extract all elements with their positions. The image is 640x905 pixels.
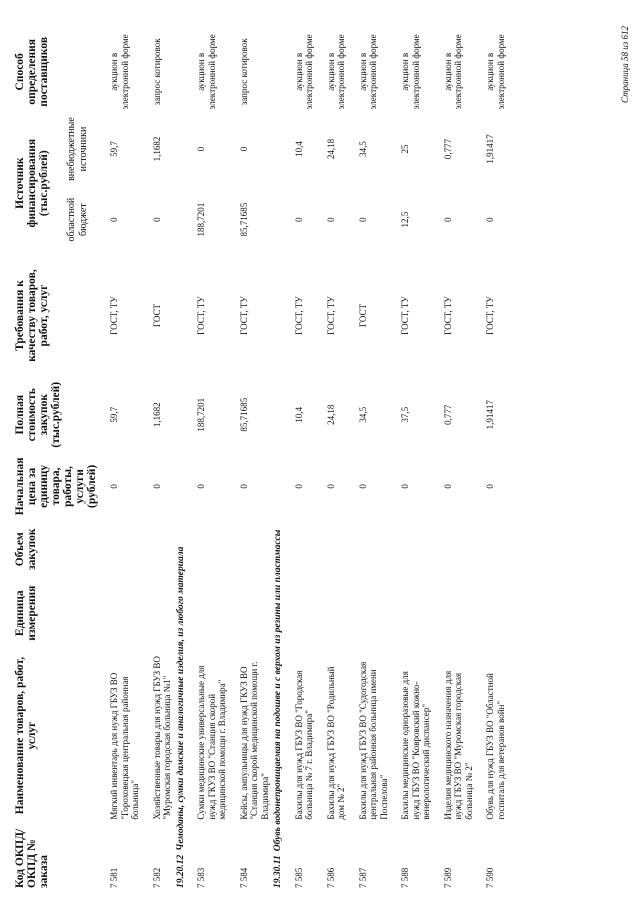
row-number: 7 584 bbox=[238, 867, 249, 888]
row-number: 7 585 bbox=[293, 867, 304, 888]
item-method: запрос котировок bbox=[151, 38, 162, 106]
row-number: 7 582 bbox=[151, 867, 162, 888]
item-volume bbox=[349, 521, 392, 578]
item-unit bbox=[285, 578, 317, 649]
item-price: 0 bbox=[109, 484, 119, 489]
table-row bbox=[143, 31, 175, 891]
item-method: запрос котировок bbox=[238, 38, 249, 106]
item-budget: 85,71685 bbox=[238, 202, 249, 237]
item-budget: 0 bbox=[293, 217, 304, 222]
table-row bbox=[434, 31, 477, 891]
item-extra: 0 bbox=[196, 146, 206, 152]
item-volume bbox=[434, 521, 477, 578]
item-method: аукцион в электронной форме bbox=[109, 34, 130, 110]
row-number: 7 588 bbox=[400, 867, 410, 888]
row-number: 7 589 bbox=[442, 867, 453, 888]
section-title: Чемоданы, сумки дамские и аналогичные изделия, из любого материала bbox=[175, 546, 186, 851]
item-volume bbox=[187, 521, 230, 578]
item-budget: 12,5 bbox=[400, 211, 410, 228]
item-price: 0 bbox=[151, 484, 162, 489]
item-extra: 25 bbox=[400, 144, 410, 154]
item-unit bbox=[317, 578, 349, 649]
table-row bbox=[285, 31, 317, 891]
table-row bbox=[230, 31, 273, 891]
item-extra: 10,4 bbox=[293, 141, 304, 157]
item-method: аукцион в электронной форме bbox=[400, 34, 421, 110]
item-budget: 0 bbox=[357, 217, 368, 222]
header-price: Начальная цена за единицу товара, работы, услуги (рублей) bbox=[14, 457, 98, 516]
section-title: Обувь водонепроницаемая на подошве и с верхом из резины или пластмассы bbox=[273, 529, 283, 852]
item-requirements: ГОСТ bbox=[357, 303, 368, 328]
section-code: 19.20.12 bbox=[175, 854, 186, 888]
item-price: 0 bbox=[293, 484, 304, 489]
table-row bbox=[349, 31, 392, 891]
item-extra: 59,7 bbox=[109, 141, 119, 157]
header-requirements: Требования к качеству товаров, работ, услуг bbox=[14, 269, 50, 362]
item-name: Кейсы, ампульницы для нужд ГКУЗ ВО "Станция скорой медицинской помощи г. Владимира" bbox=[238, 661, 270, 820]
item-name: Мягкий инвентарь для нужд ГБУЗ ВО "Гороховецкая центральная районная больница" bbox=[109, 672, 140, 820]
item-name: Изделия медицинского назначения для нужд ГБУЗ ВО "Муромская городская больница № 2" bbox=[442, 670, 474, 820]
header-volume: Объем закупок bbox=[14, 528, 38, 571]
item-extra: 0,777 bbox=[442, 138, 453, 160]
header-unit: Единица измерения bbox=[14, 585, 38, 641]
item-extra: 24,18 bbox=[325, 138, 336, 160]
item-name: Бахилы для нужд ГБУЗ ВО "Судогодская центральная районная больница имени Поспелова" bbox=[357, 661, 389, 820]
item-unit bbox=[434, 578, 477, 649]
header-name: Наименование товаров, работ, услуг bbox=[14, 656, 38, 815]
section-row bbox=[272, 31, 285, 891]
item-budget: 0 bbox=[325, 217, 336, 222]
item-price: 0 bbox=[238, 484, 249, 489]
item-unit bbox=[100, 578, 143, 649]
item-name: Бахилы для нужд ГБУЗ ВО "Родильный дом № 2" bbox=[325, 666, 346, 820]
item-budget: 0 bbox=[109, 217, 119, 222]
item-name: Хозяйственные товары для нужд ГБУЗ ВО "Муромская городская больница №1" bbox=[151, 656, 172, 820]
item-extra: 34,5 bbox=[357, 141, 368, 157]
item-total: 0,777 bbox=[442, 404, 453, 425]
item-total: 188,7201 bbox=[196, 397, 206, 432]
item-price: 0 bbox=[400, 484, 410, 489]
table-row bbox=[187, 31, 230, 891]
item-total: 1,91417 bbox=[485, 400, 495, 430]
item-requirements: ГОСТ bbox=[151, 303, 162, 328]
item-method: аукцион в электронной форме bbox=[357, 34, 378, 110]
item-requirements: ГОСТ, ТУ bbox=[293, 296, 304, 335]
table-body bbox=[100, 31, 508, 891]
item-unit bbox=[230, 578, 273, 649]
item-total: 34,5 bbox=[357, 406, 368, 423]
section-heading bbox=[272, 31, 285, 891]
item-volume bbox=[317, 521, 349, 578]
item-price: 0 bbox=[485, 484, 495, 489]
header-code: Код ОКПД/ ОКПД № заказа bbox=[14, 828, 50, 888]
section-heading bbox=[175, 31, 188, 891]
item-total: 1,1682 bbox=[151, 402, 162, 428]
item-requirements: ГОСТ, ТУ bbox=[485, 296, 495, 335]
table-row bbox=[476, 31, 508, 891]
item-method: аукцион в электронной форме bbox=[485, 34, 506, 110]
item-volume bbox=[100, 521, 143, 578]
item-unit bbox=[391, 578, 434, 649]
section-row bbox=[175, 31, 188, 891]
item-method: аукцион в электронной форме bbox=[325, 34, 346, 110]
item-unit bbox=[349, 578, 392, 649]
item-name: Бахилы для нужд ГБУЗ ВО "Городская больница № 7 г. Владимира" bbox=[293, 670, 314, 820]
section-code: 19.30.11 bbox=[273, 855, 283, 888]
item-budget: 0 bbox=[442, 217, 453, 222]
item-volume bbox=[230, 521, 273, 578]
item-name: Бахилы медицинские одноразовые для нужд ГБУЗ ВО "Ковровский кожно-венерологический диспансер" bbox=[400, 671, 431, 820]
item-volume bbox=[391, 521, 434, 578]
table-row bbox=[317, 31, 349, 891]
item-requirements: ГОСТ, ТУ bbox=[400, 296, 410, 335]
header-sources: Источник финансирования (тыс.рублей) bbox=[14, 138, 50, 228]
item-method: аукцион в электронной форме bbox=[196, 34, 217, 110]
item-unit bbox=[187, 578, 230, 649]
item-requirements: ГОСТ, ТУ bbox=[238, 296, 249, 335]
item-volume bbox=[143, 521, 175, 578]
row-number: 7 587 bbox=[357, 867, 368, 888]
item-total: 10,4 bbox=[293, 406, 304, 423]
header-total: Полная стоимость закупок (тыс.рублей) bbox=[14, 381, 62, 448]
item-name: Обувь для нужд ГБУЗ ВО "Областной госпиталь для ветеранов войн" bbox=[485, 673, 506, 820]
item-unit bbox=[476, 578, 508, 649]
item-requirements: ГОСТ, ТУ bbox=[325, 296, 336, 335]
item-extra: 1,91417 bbox=[485, 134, 495, 164]
item-budget: 0 bbox=[485, 217, 495, 222]
header-sources-extra: внебюджетные источники bbox=[65, 117, 89, 181]
row-number: 7 586 bbox=[325, 867, 336, 888]
item-price: 0 bbox=[442, 484, 453, 489]
item-budget: 188,7201 bbox=[196, 202, 206, 237]
row-number: 7 581 bbox=[109, 867, 119, 888]
item-price: 0 bbox=[325, 484, 336, 489]
item-volume bbox=[476, 521, 508, 578]
item-requirements: ГОСТ, ТУ bbox=[442, 296, 453, 335]
item-total: 59,7 bbox=[109, 406, 119, 423]
item-extra: 0 bbox=[238, 146, 249, 152]
row-number: 7 590 bbox=[485, 867, 495, 888]
table-row bbox=[100, 31, 143, 891]
item-unit bbox=[143, 578, 175, 649]
item-budget: 0 bbox=[151, 217, 162, 222]
row-number: 7 583 bbox=[196, 867, 206, 888]
procurement-table bbox=[12, 31, 508, 891]
item-price: 0 bbox=[357, 484, 368, 489]
item-extra: 1,1682 bbox=[151, 136, 162, 162]
item-method: аукцион в электронной форме bbox=[293, 34, 314, 110]
header-method: Способ определения поставщиков bbox=[14, 36, 50, 107]
item-name: Сумки медицинские универсальные для нужд ГКУЗ ВО "Станция скорой медицинской помощи г. Владимира" bbox=[196, 665, 227, 820]
item-total: 37,5 bbox=[400, 406, 410, 423]
item-volume bbox=[285, 521, 317, 578]
item-total: 24,18 bbox=[325, 404, 336, 425]
page-number: Страница 58 из 612 bbox=[620, 26, 630, 103]
item-price: 0 bbox=[196, 484, 206, 489]
item-method: аукцион в электронной форме bbox=[442, 34, 463, 110]
item-requirements: ГОСТ, ТУ bbox=[196, 296, 206, 335]
table-row bbox=[391, 31, 434, 891]
item-total: 85,71685 bbox=[238, 397, 249, 432]
header-sources-budget: областной бюджет bbox=[65, 197, 89, 242]
item-requirements: ГОСТ, ТУ bbox=[109, 296, 119, 335]
